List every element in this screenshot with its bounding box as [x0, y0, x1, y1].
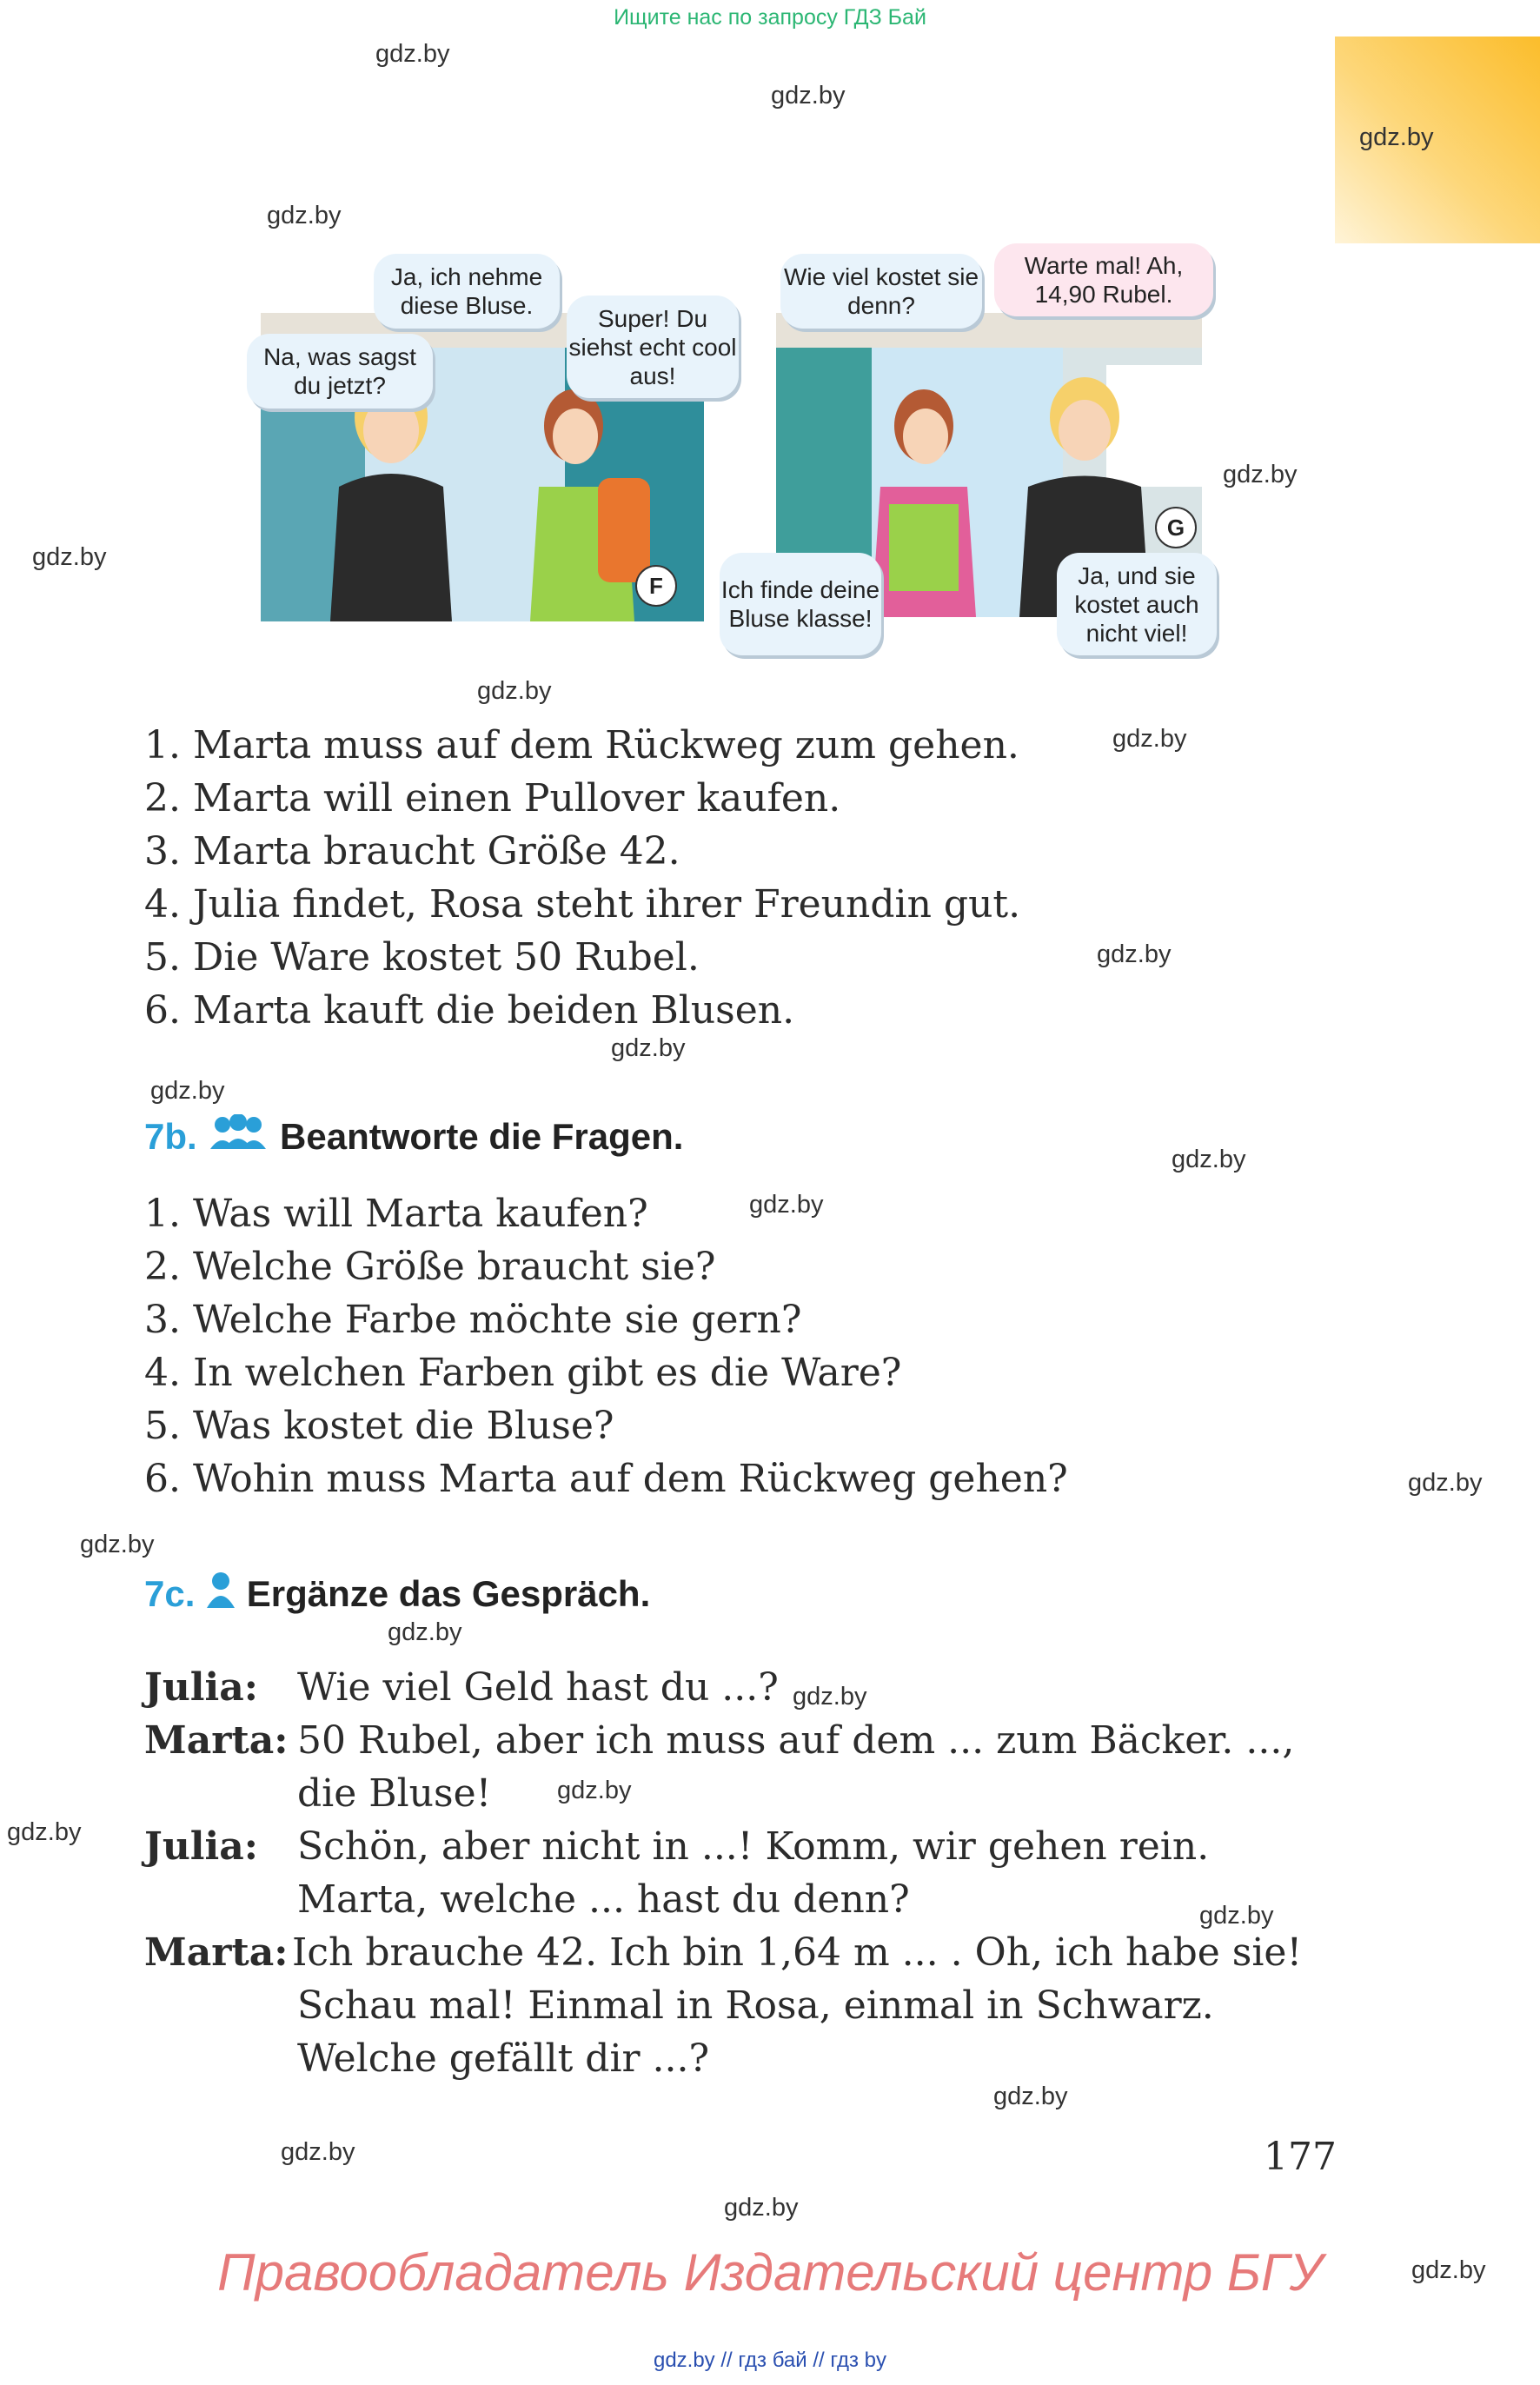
- watermark: gdz.by: [771, 82, 846, 110]
- dialog-line: Schau mal! Einmal in Rosa, einmal in Schwarz.: [297, 1983, 1214, 2028]
- question-item: 4. In welchen Farben gibt es die Ware?: [144, 1351, 902, 1395]
- dialog-line: Welche gefällt dir ...?: [297, 2036, 710, 2081]
- watermark: gdz.by: [32, 543, 107, 571]
- group-icon: [207, 1114, 269, 1153]
- watermark: gdz.by: [611, 1034, 686, 1062]
- statement-item: 2. Marta will einen Pullover kaufen.: [144, 776, 841, 820]
- question-item: 2. Welche Größe braucht sie?: [144, 1245, 716, 1289]
- watermark: gdz.by: [793, 1683, 867, 1711]
- speaker-label: Julia:: [144, 1665, 258, 1710]
- watermark: gdz.by: [1223, 461, 1298, 488]
- watermark: gdz.by: [477, 677, 552, 705]
- dialog-line: 50 Rubel, aber ich muss auf dem ... zum Bäcker. ...,: [297, 1718, 1295, 1763]
- dialog-line: Marta, welche ... hast du denn?: [297, 1877, 910, 1922]
- statement-item: 1. Marta muss auf dem Rückweg zum gehen.: [144, 723, 1019, 767]
- watermark: gdz.by: [1172, 1146, 1246, 1173]
- copyright-notice: Правообладатель Издательский центр БГУ: [217, 2243, 1323, 2302]
- speaker-label: Marta:: [144, 1930, 289, 1975]
- exercise-title: Beantworte die Fragen.: [280, 1116, 684, 1157]
- watermark: gdz.by: [993, 2083, 1068, 2110]
- exercise-7c-heading: [144, 1571, 650, 1615]
- question-item: 3. Welche Farbe möchte sie gern?: [144, 1298, 802, 1342]
- statement-item: 4. Julia findet, Rosa steht ihrer Freundin gut.: [144, 882, 1021, 927]
- speech-bubble: Ja, und sie kostet auch nicht viel!: [1057, 553, 1217, 655]
- speech-bubble: Wie viel kostet sie denn?: [780, 254, 982, 329]
- speaker-label: Marta:: [144, 1718, 289, 1763]
- watermark: gdz.by: [7, 1818, 82, 1846]
- watermark: gdz.by: [1411, 2256, 1486, 2284]
- statement-item: 6. Marta kauft die beiden Blusen.: [144, 988, 795, 1033]
- dialog-line: Schön, aber nicht in ...! Komm, wir gehen rein.: [297, 1824, 1210, 1869]
- speaker-label: Julia:: [144, 1824, 258, 1869]
- dialog-line: die Bluse!: [297, 1771, 492, 1816]
- watermark: gdz.by: [1112, 725, 1187, 753]
- speech-bubble: Na, was sagst du jetzt?: [247, 334, 433, 409]
- statement-item: 5. Die Ware kostet 50 Rubel.: [144, 935, 700, 980]
- question-item: 1. Was will Marta kaufen?: [144, 1192, 648, 1236]
- tag-g: G: [1155, 507, 1197, 548]
- speech-bubble: Super! Du siehst echt cool aus!: [567, 296, 739, 398]
- speech-bubble: Ja, ich nehme diese Bluse.: [374, 254, 560, 329]
- speech-bubble: Warte mal! Ah, 14,90 Rubel.: [994, 243, 1213, 316]
- top-banner: Ищите нас по запросу ГДЗ Бай: [614, 5, 926, 30]
- dialog-line: Ich brauche 42. Ich bin 1,64 m ... . Oh, ich habe sie!: [292, 1930, 1303, 1975]
- dialog-line: Wie viel Geld hast du ...?: [297, 1665, 779, 1710]
- exercise-title: Ergänze das Gespräch.: [246, 1573, 651, 1614]
- watermark: gdz.by: [150, 1077, 225, 1105]
- tag-f: F: [635, 565, 677, 607]
- watermark: gdz.by: [1408, 1469, 1483, 1497]
- exercise-number: 7b.: [144, 1116, 197, 1157]
- question-item: 5. Was kostet die Bluse?: [144, 1404, 614, 1448]
- watermark: gdz.by: [375, 40, 450, 68]
- watermark: gdz.by: [724, 2194, 799, 2222]
- watermark: gdz.by: [1359, 123, 1434, 151]
- page-number: 177: [1264, 2135, 1337, 2179]
- exercise-number: 7c.: [144, 1573, 196, 1614]
- watermark: gdz.by: [388, 1618, 462, 1646]
- speech-bubble: Ich finde deine Bluse klasse!: [720, 553, 881, 655]
- watermark: gdz.by: [1097, 940, 1172, 968]
- watermark: gdz.by: [557, 1777, 632, 1804]
- watermark: gdz.by: [1199, 1902, 1274, 1930]
- watermark: gdz.by: [80, 1531, 155, 1558]
- person-icon: [205, 1571, 236, 1610]
- watermark: gdz.by: [281, 2138, 355, 2166]
- watermark: gdz.by: [267, 202, 342, 229]
- watermark: gdz.by: [749, 1191, 824, 1219]
- footer-links[interactable]: gdz.by // гдз бай // гдз by: [653, 2348, 887, 2372]
- statement-item: 3. Marta braucht Größe 42.: [144, 829, 680, 874]
- question-item: 6. Wohin muss Marta auf dem Rückweg gehen?: [144, 1457, 1068, 1501]
- exercise-7b-heading: [144, 1114, 683, 1158]
